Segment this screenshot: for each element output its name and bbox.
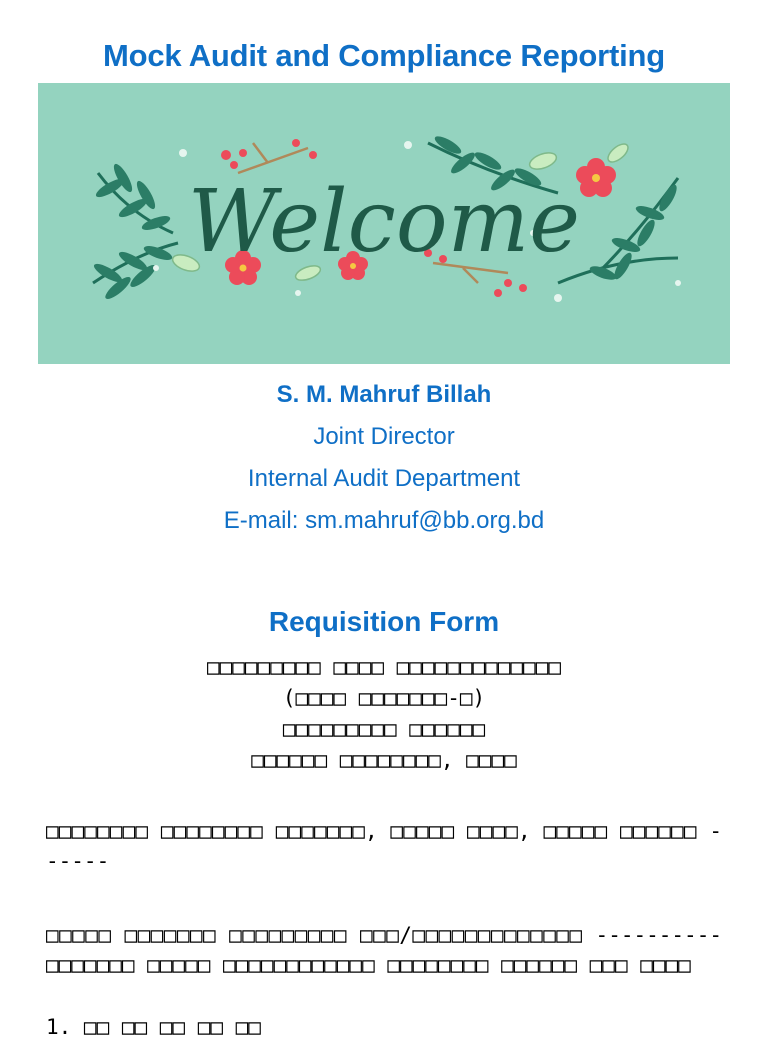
welcome-illustration <box>38 83 730 364</box>
requisition-form-title: Requisition Form <box>268 606 500 637</box>
presenter-name: S. M. Mahruf Billah <box>276 381 492 408</box>
address-line: □□□□□□□□□ □□□□ □□□□□□□□□□□□□ <box>206 655 561 679</box>
address-line: (□□□□ □□□□□□□-□) <box>282 686 486 710</box>
presenter-department: Internal Audit Department <box>247 465 521 492</box>
page-title: Mock Audit and Compliance Reporting <box>103 38 665 73</box>
welcome-banner <box>38 83 730 364</box>
form-paragraph-subject: □□□□□□□□ □□□□□□□□ □□□□□□□, □□□□□ □□□□, □□□□□ □□□□□□ ------ <box>46 819 722 873</box>
address-line: □□□□□□□□□ □□□□□□ <box>282 717 486 741</box>
address-line: □□□□□□ □□□□□□□□, □□□□ <box>251 748 517 772</box>
presenter-designation: Joint Director <box>313 423 455 450</box>
form-paragraph-body: □□□□□ □□□□□□□ □□□□□□□□□ □□□/□□□□□□□□□□□□□ ---------- □□□□□□□ □□□□□ □□□□□□□□□□□□ □□□□□□□□ □□□□□□ □□□ □□□□ <box>46 923 722 977</box>
presenter-block <box>0 376 768 544</box>
form-list-item: 1. □□ □□ □□ □□ □□ <box>46 1015 261 1039</box>
recipient-address <box>0 652 768 776</box>
welcome-lettering: Welcome <box>187 172 581 272</box>
presenter-email: E-mail: sm.mahruf@bb.org.bd <box>223 507 545 534</box>
flower-right <box>576 158 616 197</box>
